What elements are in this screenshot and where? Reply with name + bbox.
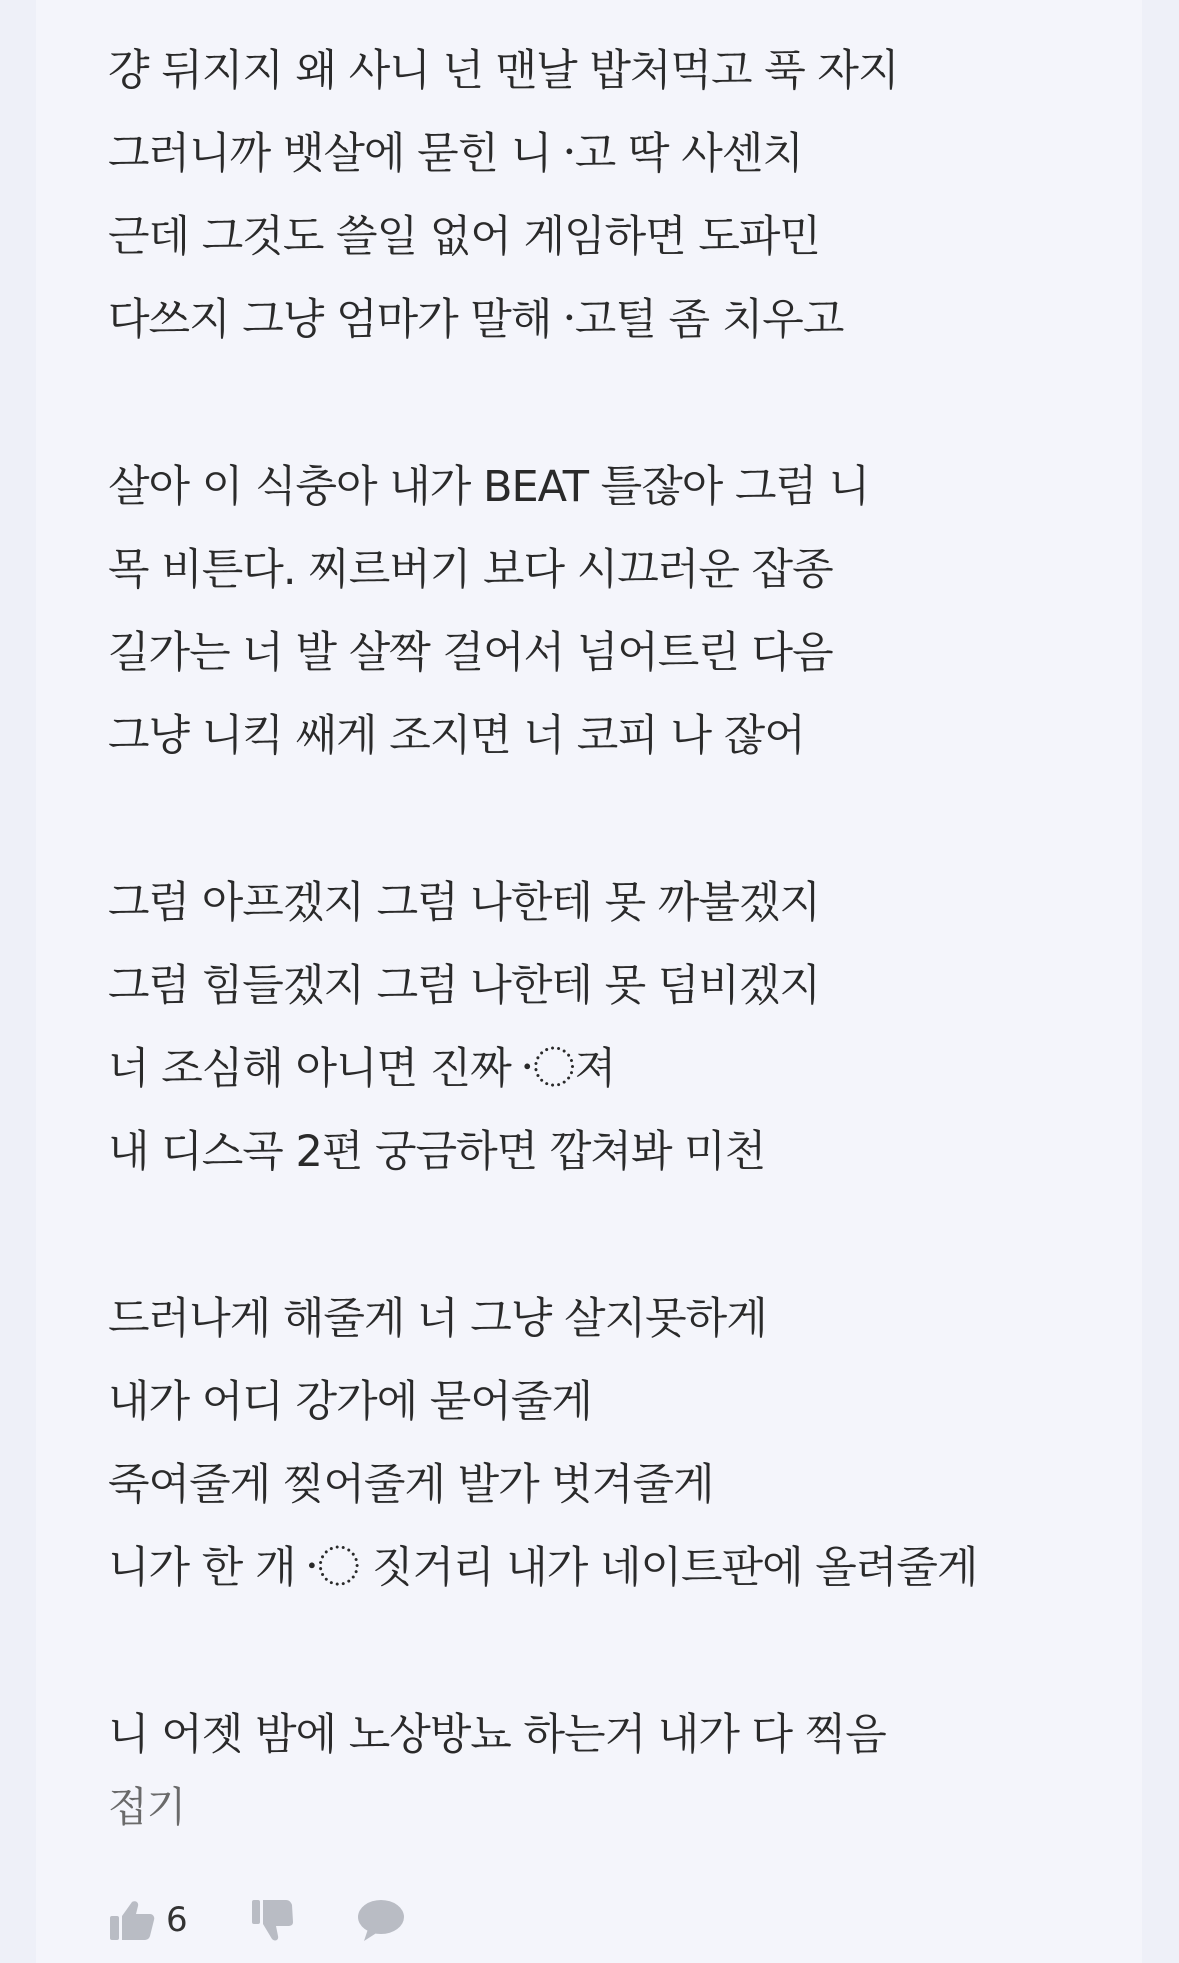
reply-button[interactable] — [356, 1897, 406, 1943]
like-count: 6 — [166, 1900, 188, 1940]
lyric-stanza — [108, 862, 1138, 1194]
lyric-line: 내가 어디 강가에 묻어줄게 — [108, 1377, 592, 1427]
lyric-line: 그냥 니킥 쌔게 조지면 너 코피 나 잖어 — [108, 711, 805, 761]
lyric-line: 니가 한 개 〮 짓거리 내가 네이트판에 올려줄게 — [108, 1543, 978, 1593]
lyric-stanza — [108, 30, 1138, 362]
lyric-line: 그러니까 뱃살에 묻힌 니 고〮 딱 사센치 — [108, 129, 803, 179]
lyric-line: 드러나게 해줄게 너 그냥 살지못하게 — [108, 1294, 767, 1344]
lyric-line: 그럼 아프겠지 그럼 나한테 못 까불겠지 — [108, 878, 820, 928]
lyric-line: 너 조심해 아니면 진짜 〮져 — [108, 1044, 616, 1094]
thumbs-up-icon — [108, 1896, 156, 1944]
lyric-line: 근데 그것도 쓸일 없어 게임하면 도파민 — [108, 212, 820, 262]
lyric-line: 목 비튼다. 찌르버기 보다 시끄러운 잡종 — [108, 545, 833, 595]
like-button[interactable] — [108, 1896, 188, 1944]
lyric-line: 내 디스곡 2편 궁금하면 깝쳐봐 미천 — [108, 1127, 766, 1177]
dislike-button[interactable] — [250, 1896, 294, 1944]
thumbs-down-icon — [250, 1896, 294, 1944]
comment-body — [108, 30, 1138, 1777]
lyric-line: 니 어젯 밤에 노상방뇨 하는거 내가 다 찍음 — [108, 1710, 886, 1760]
collapse-button[interactable]: 접기 — [108, 1783, 186, 1831]
lyric-line: 살아 이 식충아 내가 BEAT 틀잖아 그럼 니 — [108, 462, 870, 512]
lyric-line: 걍 뒤지지 왜 사니 넌 맨날 밥처먹고 푹 자지 — [108, 46, 899, 96]
lyric-stanza — [108, 446, 1138, 778]
comment-bubble-icon — [356, 1897, 406, 1943]
lyric-stanza — [108, 1694, 1138, 1777]
lyric-line: 죽여줄게 찢어줄게 발가 벗겨줄게 — [108, 1460, 714, 1510]
comment-actions — [108, 1890, 468, 1950]
lyric-stanza — [108, 1278, 1138, 1610]
lyric-line: 길가는 너 발 살짝 걸어서 넘어트린 다음 — [108, 628, 833, 678]
lyric-line: 그럼 힘들겠지 그럼 나한테 못 덤비겠지 — [108, 961, 820, 1011]
lyric-line: 다쓰지 그냥 엄마가 말해 고〮털 좀 치우고 — [108, 295, 844, 345]
